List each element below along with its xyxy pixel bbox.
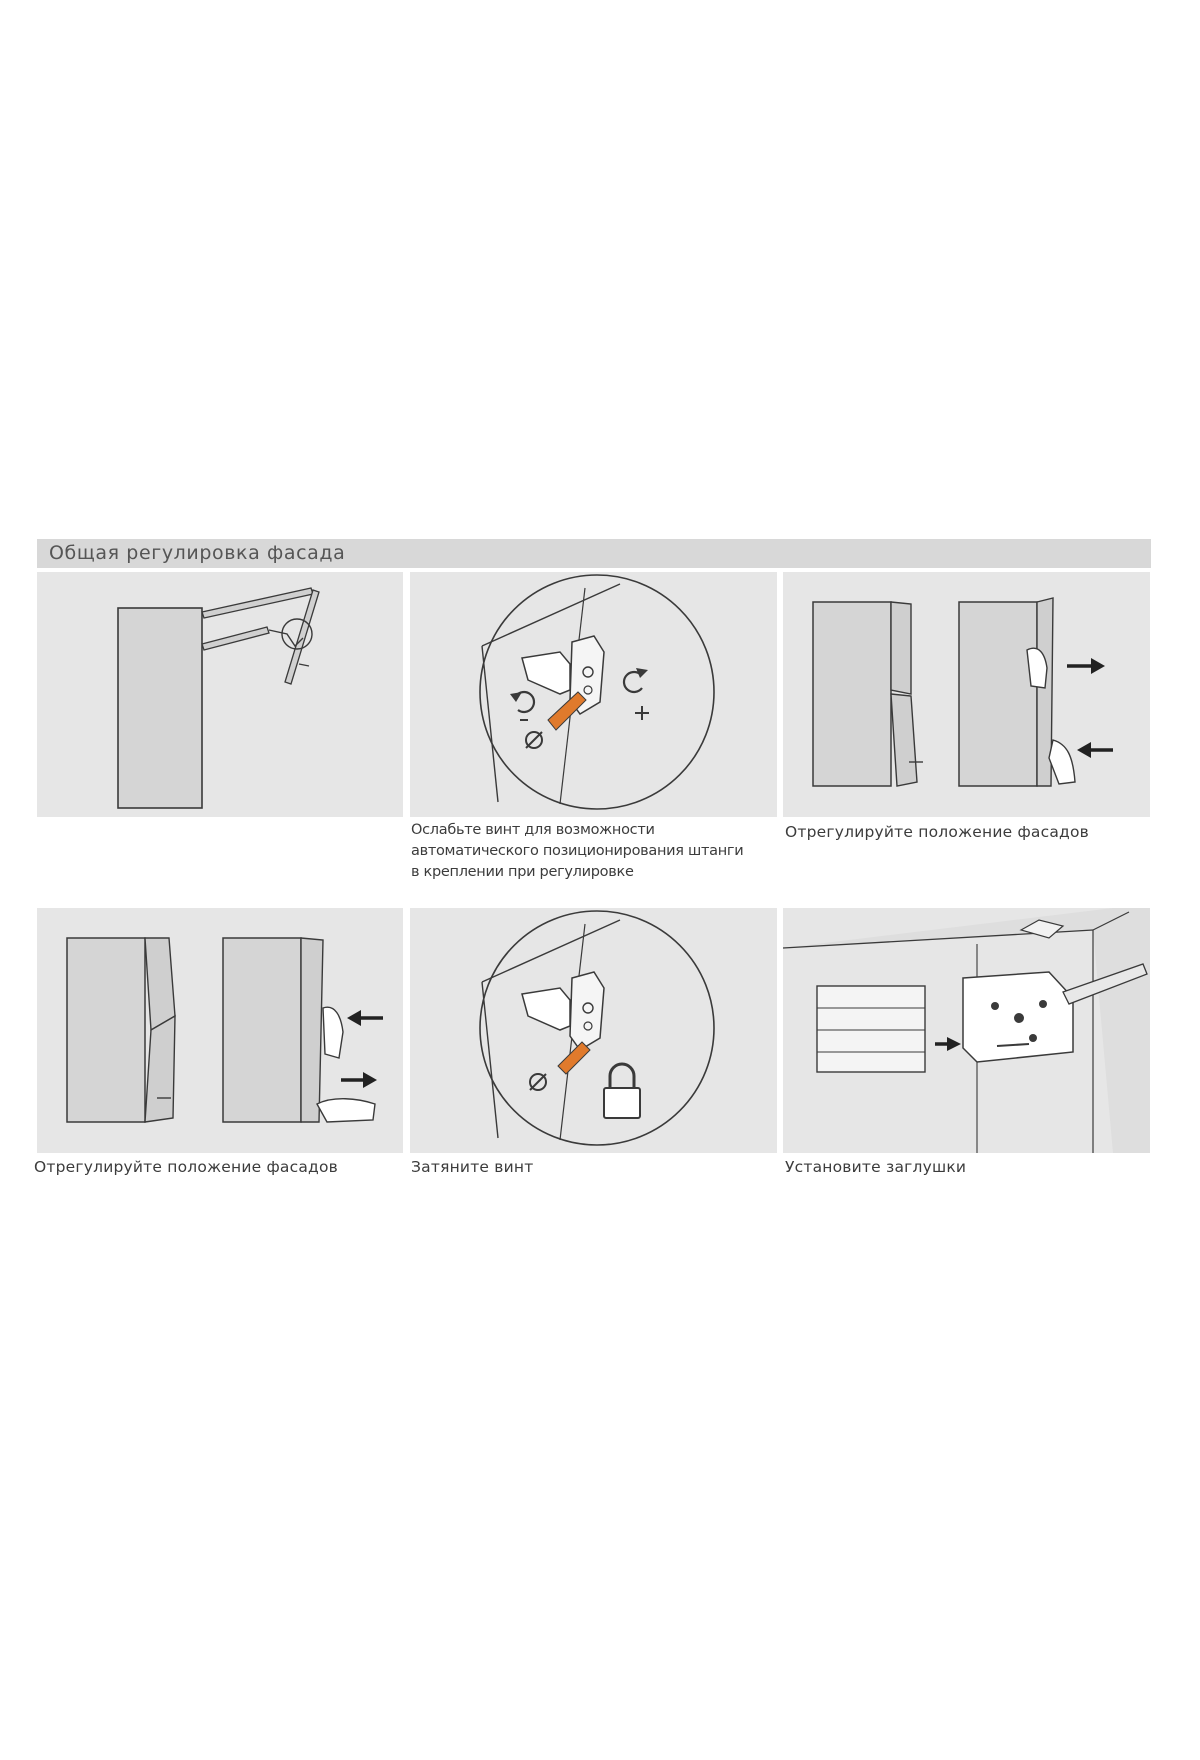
step-2-caption-line-3: в креплении при регулировке xyxy=(411,864,634,880)
step-2-caption-line-2: автоматического позиционирования штанги xyxy=(411,843,744,859)
front-left-top xyxy=(891,602,911,694)
door-panel xyxy=(285,590,319,684)
step-2-caption-line-1: Ослабьте винт для возможности xyxy=(411,822,655,838)
step-6-illustration xyxy=(783,908,1150,1153)
step-5-illustration xyxy=(410,908,777,1153)
section-header xyxy=(37,539,1151,568)
step-6-caption: Установите заглушки xyxy=(785,1158,967,1176)
mount-plate xyxy=(570,972,604,1050)
step-4-illustration xyxy=(37,908,403,1153)
step-2-caption xyxy=(411,820,781,883)
cabinet-right xyxy=(223,938,301,1122)
step-2-illustration xyxy=(410,572,777,817)
section-title: Общая регулировка фасада xyxy=(49,542,346,564)
arrow-right-icon xyxy=(935,1037,961,1051)
arrow-right-icon xyxy=(341,1072,377,1088)
step-1-illustration xyxy=(37,572,403,817)
hand-lower xyxy=(1049,740,1075,784)
cabinet-left xyxy=(67,938,145,1122)
front-right xyxy=(301,938,323,1122)
front-left-top xyxy=(145,938,175,1030)
arrow-left-icon xyxy=(347,1010,383,1026)
cabinet-left xyxy=(813,602,891,786)
cabinet-side xyxy=(118,608,202,808)
cabinet-right xyxy=(959,602,1037,786)
hand-lower xyxy=(317,1099,375,1122)
arrow-left-icon xyxy=(1077,742,1113,758)
cover-cap xyxy=(817,986,925,1072)
front-left-bottom xyxy=(145,1016,175,1122)
step-3-caption: Отрегулируйте положение фасадов xyxy=(785,823,1089,841)
hand-upper xyxy=(323,1007,343,1058)
step-5-caption: Затяните винт xyxy=(411,1158,534,1176)
step-4-caption: Отрегулируйте положение фасадов xyxy=(34,1158,338,1176)
lift-arm-lower xyxy=(202,627,269,650)
arrow-right-icon xyxy=(1067,658,1105,674)
step-3-illustration xyxy=(783,572,1150,817)
front-left-bottom xyxy=(891,694,917,786)
lift-arm-upper xyxy=(202,588,313,618)
